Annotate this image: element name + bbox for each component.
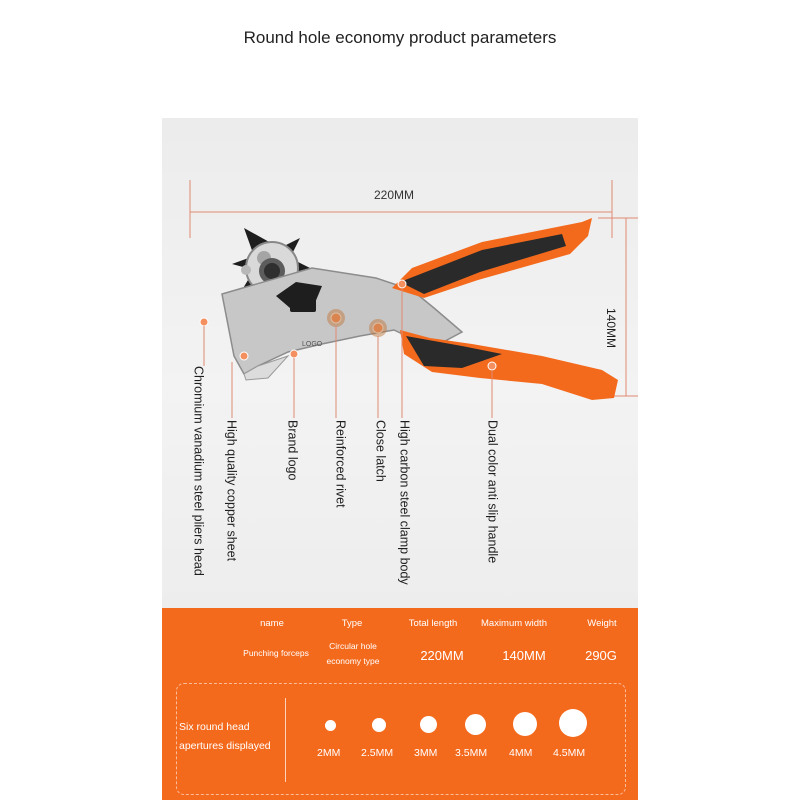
product-photo <box>162 118 638 608</box>
row-total-length: 220MM <box>420 648 464 663</box>
hole-size-4-5mm: 4.5MM <box>553 747 586 759</box>
spec-panel <box>162 608 638 800</box>
width-dimension-label: 140MM <box>604 308 618 349</box>
callout-close-latch: Close latch <box>373 420 388 482</box>
callout-reinforced-rivet: Reinforced rivet <box>333 420 348 508</box>
aperture-label-line1: Six round head <box>179 721 250 733</box>
hole-4-5mm <box>559 709 587 737</box>
callout-brand-logo: Brand logo <box>285 420 300 481</box>
aperture-separator <box>285 698 286 782</box>
header-total-length: Total length <box>408 618 458 629</box>
row-weight: 290G <box>585 648 617 663</box>
hole-size-3mm: 3MM <box>414 747 438 759</box>
header-max-width: Maximum width <box>481 618 547 629</box>
hole-2mm <box>325 720 336 731</box>
hole-size-4mm: 4MM <box>509 747 533 759</box>
aperture-box <box>176 683 626 795</box>
callout-copper-sheet: High quality copper sheet <box>224 420 239 562</box>
header-type: Type <box>341 618 363 629</box>
page-title: Round hole economy product parameters <box>243 28 557 47</box>
hole-3mm <box>420 716 437 733</box>
header-weight: Weight <box>587 618 617 629</box>
row-type-line2: economy type <box>326 656 380 666</box>
callout-anti-slip-handle: Dual color anti slip handle <box>485 420 500 564</box>
callout-clamp-body: High carbon steel clamp body <box>397 420 412 585</box>
hole-size-3-5mm: 3.5MM <box>455 747 488 759</box>
svg-text:LOGO: LOGO <box>302 341 323 348</box>
aperture-label-line2: apertures displayed <box>179 740 271 752</box>
hole-2-5mm <box>372 718 386 732</box>
row-type-line1: Circular hole <box>329 641 377 651</box>
hole-size-2-5mm: 2.5MM <box>361 747 394 759</box>
header-name: name <box>260 618 284 629</box>
hole-3-5mm <box>465 714 486 735</box>
length-dimension-label: 220MM <box>374 188 415 202</box>
hole-size-2mm: 2MM <box>317 747 341 759</box>
hole-4mm <box>513 712 537 736</box>
row-name: Punching forceps <box>243 648 309 658</box>
row-max-width: 140MM <box>502 648 546 663</box>
callout-pliers-head: Chromium vanadium steel pliers head <box>191 366 206 576</box>
aperture-label <box>179 718 289 756</box>
